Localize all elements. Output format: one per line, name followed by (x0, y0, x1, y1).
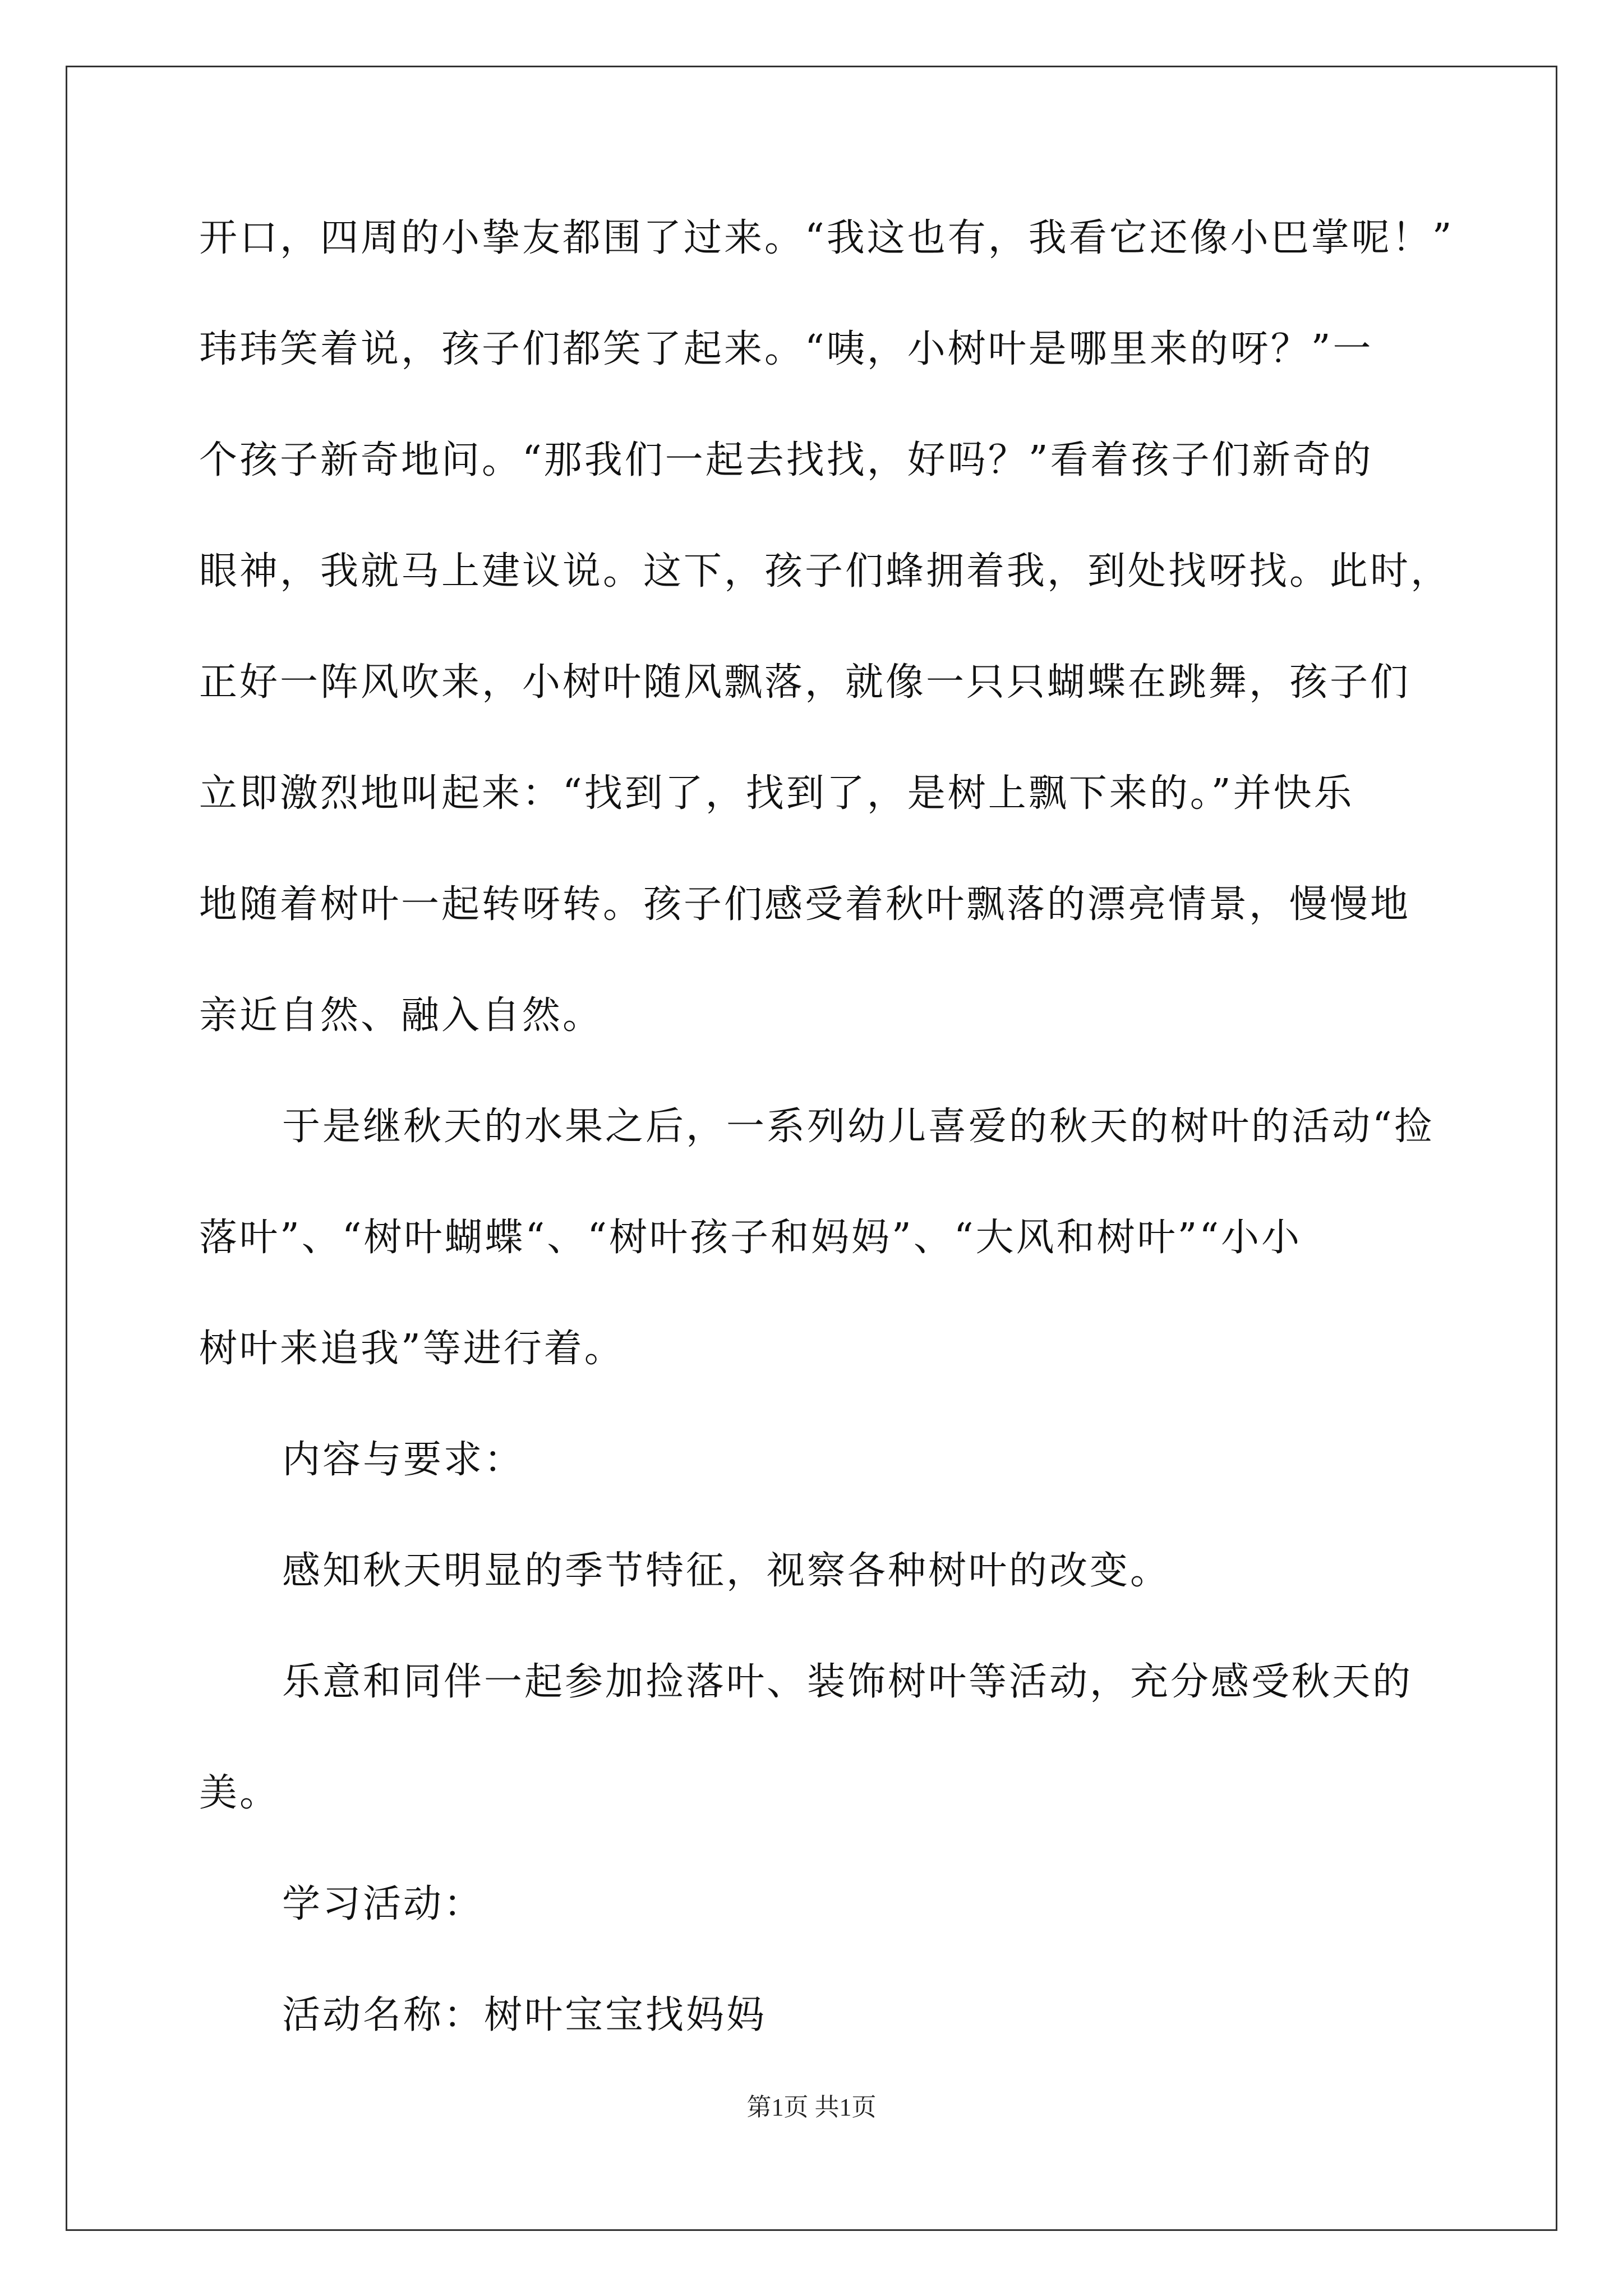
activity-name-line: 活动名称：树叶宝宝找妈妈 (282, 1993, 767, 2037)
text-line: 玮玮笑着说，孩子们都笑了起来。“咦，小树叶是哪里来的呀？”一 (199, 327, 1373, 371)
text-line: 树叶来追我”等进行着。 (199, 1327, 625, 1371)
text-line: 正好一阵风吹来，小树叶随风飘落，就像一只只蝴蝶在跳舞，孩子们 (199, 660, 1411, 705)
paragraph-start-line: 乐意和同伴一起参加捡落叶、装饰树叶等活动，充分感受秋天的 (282, 1660, 1413, 1704)
page-number: 第1页 共1页 (746, 2093, 877, 2121)
text-line: 美。 (199, 1771, 280, 1815)
text-line: 眼神，我就马上建议说。这下，孩子们蜂拥着我，到处找呀找。此时， (199, 549, 1451, 593)
text-line: 立即激烈地叫起来：“找到了，找到了，是树上飘下来的。”并快乐 (199, 771, 1354, 816)
paragraph-start-line: 于是继秋天的水果之后，一系列幼儿喜爱的秋天的树叶的活动“捡 (282, 1105, 1435, 1149)
text-line: 开口，四周的小挚友都围了过来。“我这也有，我看它还像小巴掌呢！” (199, 216, 1454, 260)
text-line: 地随着树叶一起转呀转。孩子们感受着秋叶飘落的漂亮情景，慢慢地 (199, 882, 1411, 927)
section-heading: 内容与要求： (282, 1438, 525, 1482)
text-line: 落叶”、“树叶蝴蝶“、“树叶孩子和妈妈”、“大风和树叶”“小小 (199, 1216, 1302, 1260)
text-line: 亲近自然、融入自然。 (199, 993, 603, 1038)
paragraph-start-line: 感知秋天明显的季节特征，视察各种树叶的改变。 (282, 1549, 1171, 1593)
section-heading: 学习活动： (282, 1882, 485, 1926)
text-line: 个孩子新奇地问。“那我们一起去找找，好吗？”看着孩子们新奇的 (199, 438, 1373, 482)
